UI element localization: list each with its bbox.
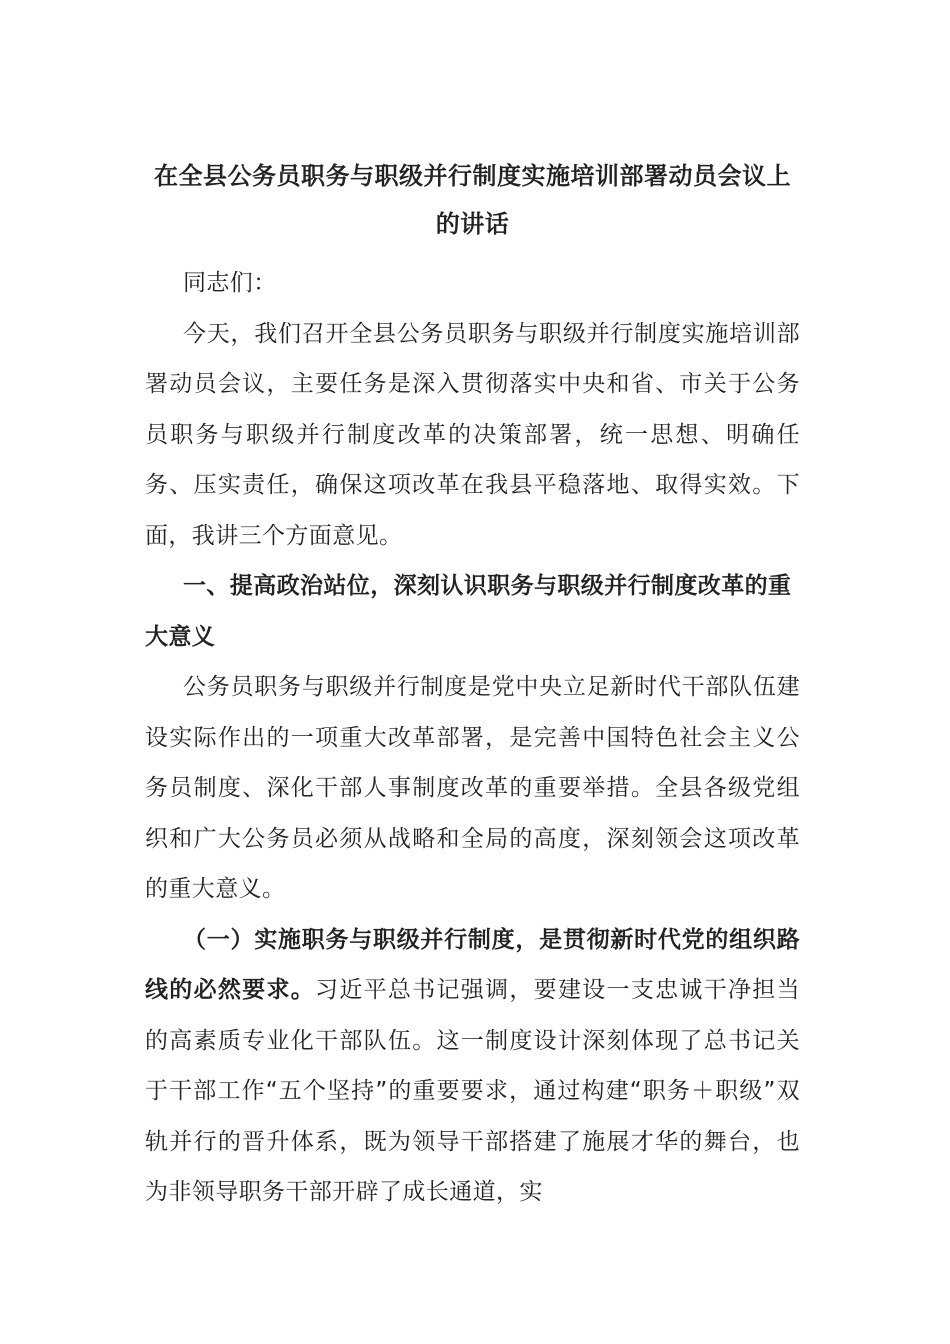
document-body bbox=[145, 152, 800, 1218]
document-title: 在全县公务员职务与职级并行制度实施培训部署动员会议上的讲话 bbox=[154, 162, 791, 238]
section-1-heading: 一、提高政治站位，深刻认识职务与职级并行制度改革的重大意义 bbox=[145, 573, 792, 650]
subsection-1-paragraph bbox=[145, 915, 800, 1218]
subsection-1-lead: （一）实施职务与职级并行制度，是贯彻新时代党的组织路线的必然要求。 bbox=[145, 926, 800, 1003]
section-1-paragraph: 公务员职务与职级并行制度是党中央立足新时代干部队伍建设实际作出的一项重大改革部署，是完善中国特色社会主义公务员制度、深化干部人事制度改革的重要举措。全县各级党组织和广大公务员必须从战略和全局的高度，深刻领会这项改革的重大意义。 bbox=[145, 674, 800, 902]
subsection-1-body: 习近平总书记强调，要建设一支忠诚干净担当的高素质专业化干部队伍。这一制度设计深刻体现了总书记关于干部工作“五个坚持”的重要要求，通过构建“职务＋职级”双轨并行的晋升体系，既为领导干部搭建了施展才华的舞台，也为非领导职务干部开辟了成长通道，实 bbox=[145, 977, 800, 1205]
intro-paragraph: 今天，我们召开全县公务员职务与职级并行制度实施培训部署动员会议，主要任务是深入贯彻落实中央和省、市关于公务员职务与职级并行制度改革的决策部署，统一思想、明确任务、压实责任，确保这项改革在我县平稳落地、取得实效。下面，我讲三个方面意见。 bbox=[145, 320, 800, 549]
salutation: 同志们： bbox=[183, 270, 277, 296]
